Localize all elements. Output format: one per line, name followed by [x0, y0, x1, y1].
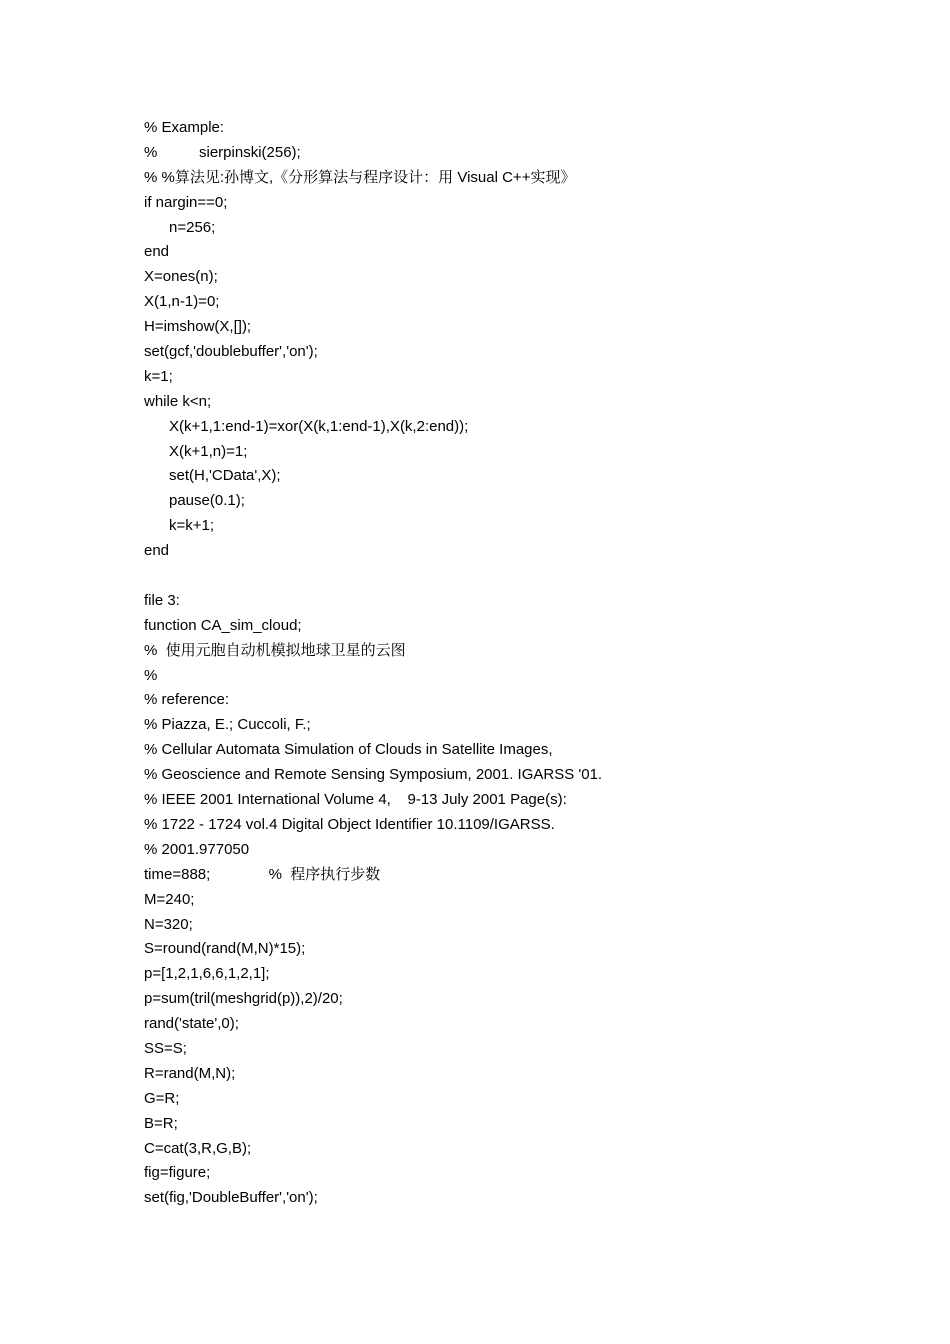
- blank-line: [144, 564, 864, 589]
- code-line: X(1,n-1)=0;: [144, 293, 220, 311]
- code-line: fig=figure;: [144, 1164, 211, 1182]
- code-line: M=240;: [144, 890, 195, 908]
- code-line: %: [144, 666, 158, 684]
- code-line: % Piazza, E.; Cuccoli, F.;: [144, 716, 311, 734]
- code-line: k=k+1;: [169, 517, 215, 535]
- code-line: % IEEE 2001 International Volume 4, 9-13 July 2001 Page(s):: [144, 791, 567, 809]
- code-line: while k<n;: [144, 392, 212, 410]
- code-line: % 使用元胞自动机模拟地球卫星的云图: [144, 641, 406, 659]
- code-line: p=sum(tril(meshgrid(p)),2)/20;: [144, 990, 343, 1008]
- code-line: S=round(rand(M,N)*15);: [144, 940, 306, 958]
- code-line: C=cat(3,R,G,B);: [144, 1139, 252, 1157]
- code-line: set(fig,'DoubleBuffer','on');: [144, 1189, 318, 1207]
- code-line: % sierpinski(256);: [144, 143, 301, 161]
- code-line: % Example:: [144, 119, 225, 136]
- code-line: H=imshow(X,[]);: [144, 318, 252, 336]
- code-line: SS=S;: [144, 1039, 187, 1057]
- code-line: end: [144, 542, 170, 560]
- code-line: N=320;: [144, 915, 193, 933]
- code-line: end: [144, 243, 170, 261]
- code-line: R=rand(M,N);: [144, 1064, 236, 1082]
- code-line: file 3:: [144, 591, 180, 609]
- code-line: % %算法见:孙博文,《分形算法与程序设计：用 Visual C++实现》: [144, 168, 576, 186]
- code-line: function CA_sim_cloud;: [144, 616, 302, 634]
- code-line: B=R;: [144, 1114, 178, 1132]
- code-line: time=888; % 程序执行步数: [144, 865, 381, 883]
- code-line: pause(0.1);: [169, 492, 245, 510]
- code-line: X(k+1,n)=1;: [169, 442, 248, 460]
- code-line: k=1;: [144, 367, 173, 385]
- code-listing: [144, 116, 864, 1211]
- code-line: set(gcf,'doublebuffer','on');: [144, 343, 318, 361]
- code-line: if nargin==0;: [144, 193, 228, 211]
- code-line: X=ones(n);: [144, 268, 218, 286]
- code-line: % 2001.977050: [144, 840, 250, 858]
- code-line: X(k+1,1:end-1)=xor(X(k,1:end-1),X(k,2:end));: [169, 417, 469, 435]
- code-line: % reference:: [144, 691, 230, 709]
- code-line: rand('state',0);: [144, 1015, 239, 1033]
- code-line: n=256;: [169, 218, 216, 236]
- code-line: set(H,'CData',X);: [169, 467, 281, 485]
- code-line: % 1722 - 1724 vol.4 Digital Object Identifier 10.1109/IGARSS.: [144, 815, 555, 833]
- code-line: G=R;: [144, 1089, 180, 1107]
- code-line: % Geoscience and Remote Sensing Symposium, 2001. IGARSS '01.: [144, 766, 603, 784]
- code-line: % Cellular Automata Simulation of Clouds in Satellite Images,: [144, 741, 553, 759]
- code-line: p=[1,2,1,6,6,1,2,1];: [144, 965, 270, 983]
